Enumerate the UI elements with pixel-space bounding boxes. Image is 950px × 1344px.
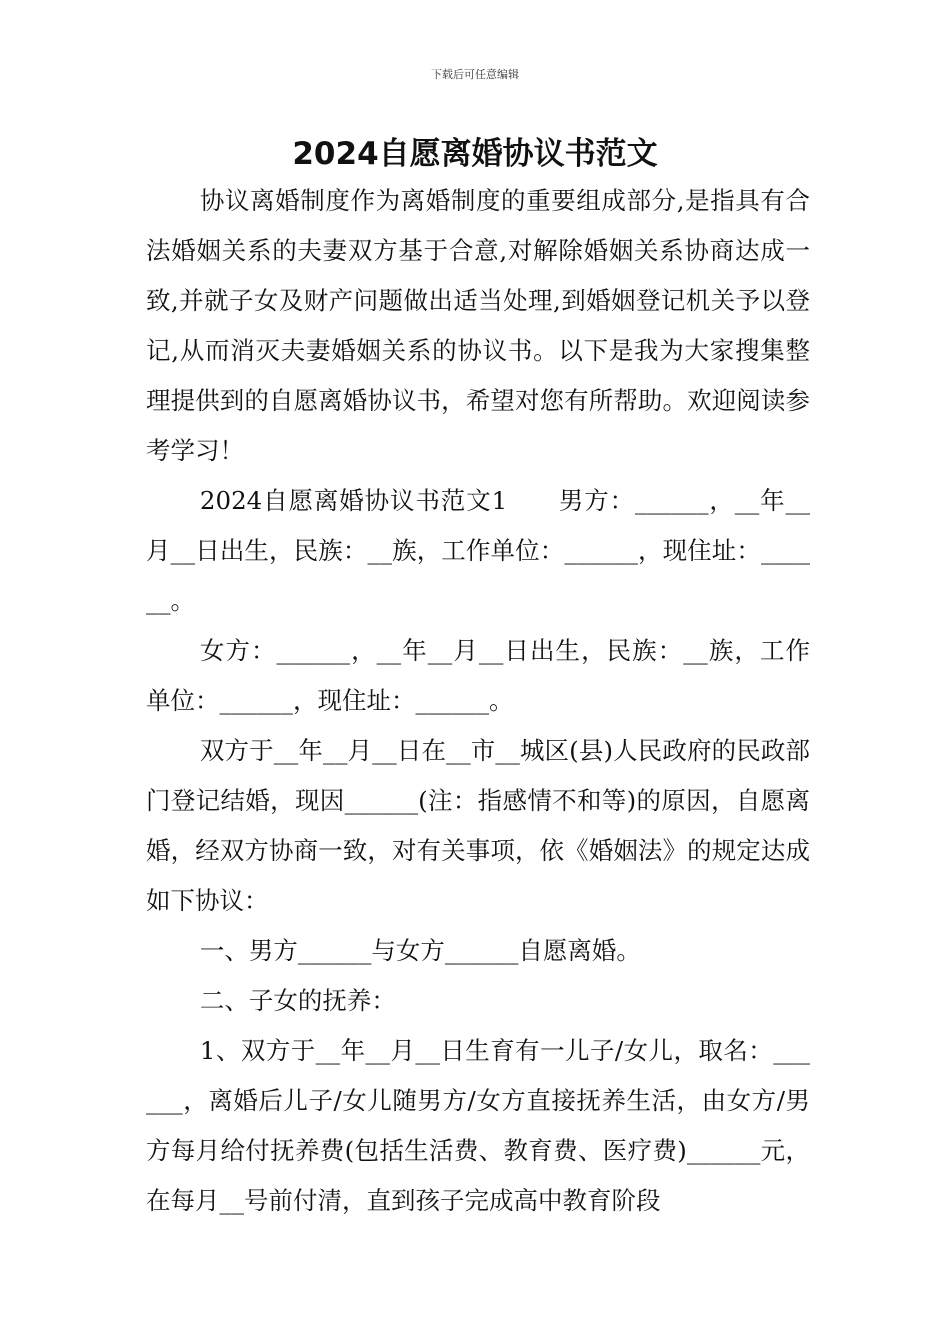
paragraph-clause-two-heading: 二、子女的抚养： [199,986,396,1015]
document-title: 2024自愿离婚协议书范文 [292,136,658,172]
paragraph-male-party: 2024自愿离婚协议书范文1 男方：______，__年__月__日出生，民族：__族，工作单位：______，现住址：______。 [146,486,810,615]
document-body [146,176,810,1226]
paragraph-female-party: 女方：______，__年__月__日出生，民族：__族，工作单位：______，现住址：______。 [146,636,810,715]
paragraph-intro: 协议离婚制度作为离婚制度的重要组成部分,是指具有合法婚姻关系的夫妻双方基于合意,对解除婚姻关系协商达成一致,并就子女及财产问题做出适当处理,到婚姻登记机关予以登记,从而消灭夫妻婚姻关系的协议书。以下是我为大家搜集整理提供到的自愿离婚协议书，希望对您有所帮助。欢迎阅读参考学习！ [146,186,810,465]
paragraph-marriage-reason: 双方于__年__月__日在__市__城区(县)人民政府的民政部门登记结婚，现因______(注：指感情不和等)的原因，自愿离婚，经双方协商一致，对有关事项，依《婚姻法》的规定达成如下协议： [146,736,810,915]
paragraph-clause-one: 一、男方______与女方______自愿离婚。 [199,936,641,965]
paragraph-child-support: 1、双方于__年__月__日生育有一儿子/女儿，取名：______，离婚后儿子/女儿随男方/女方直接抚养生活，由女方/男方每月给付抚养费(包括生活费、教育费、医疗费)______元，在每月__号前付清，直到孩子完成高中教育阶段 [146,1036,810,1215]
page-header-note: 下载后可任意编辑 [431,68,519,81]
